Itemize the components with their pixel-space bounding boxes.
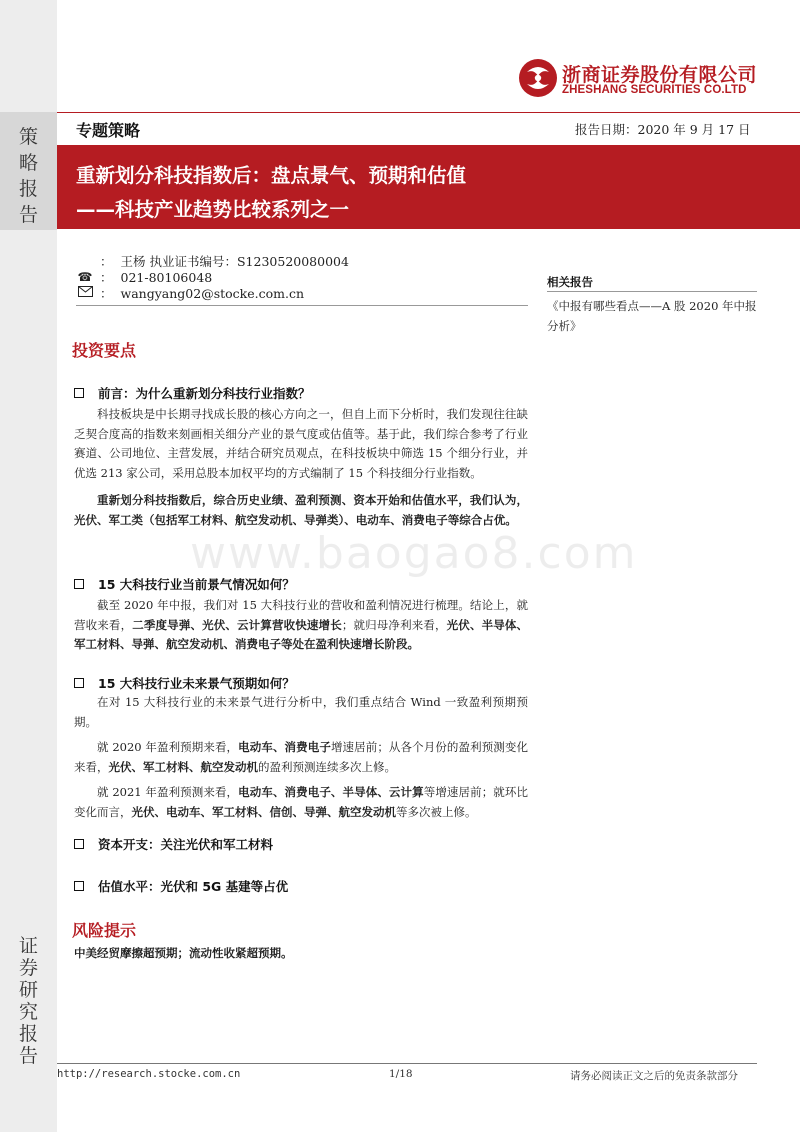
report-date: 报告日期：2020 年 9 月 17 日 — [575, 122, 751, 137]
report-type: 专题策略 — [76, 121, 141, 140]
bullet-heading-4: 资本开支：关注光伏和军工材料 — [74, 835, 273, 853]
paragraph-1: 科技板块是中长期寻找成长股的核心方向之一，但自上而下分析时，我们发现往往缺乏契合度高的指数来刻画相关细分产业的景气度或估值等。基于此，我们综合参考了行业赛道、公司地位、主营发展，并结合研究员观点，在科技板块中筛选 15 个细分行业，并优选 213 家公司，采用总股本加权平均的方式编制了 15 个科技细分行业指数。 重新划分科技指数后，综合历史业绩、盈利预测、资本开始和估值水平，我们认为，光伏、军工类（包括军工材料、航空发动机、导弹类）、电动车、消费电子等综合占优。 — [74, 407, 528, 527]
footer-rule — [57, 1063, 757, 1064]
section-investment-highlights: 投资要点 — [72, 341, 137, 360]
footer-url-link[interactable]: http://research.stocke.com.cn — [57, 1068, 241, 1080]
vertical-char: 研 — [18, 979, 38, 1001]
section-risk-warning: 风险提示 — [72, 921, 137, 940]
header-rule — [57, 112, 800, 113]
report-title: 重新划分科技指数后：盘点景气、预期和估值 — [76, 164, 467, 187]
checkbox-bullet-icon — [74, 839, 84, 849]
vertical-char: 券 — [18, 957, 38, 979]
checkbox-bullet-icon — [74, 881, 84, 891]
analyst-email[interactable]: wangyang02@stocke.com.cn — [120, 285, 305, 301]
phone-row: ☎ ： 021-80106048 — [77, 269, 213, 285]
vertical-char: 策 — [18, 126, 38, 148]
author-divider — [76, 305, 528, 306]
report-category-vertical-label — [0, 112, 57, 230]
bullet-heading-1: 前言：为什么重新划分科技行业指数？ — [74, 384, 311, 402]
vertical-char: 究 — [18, 1001, 38, 1023]
phone-icon: ☎ — [77, 270, 93, 284]
checkbox-bullet-icon — [74, 678, 84, 688]
bullet-heading-5: 估值水平：光伏和 5G 基建等占优 — [74, 877, 288, 895]
vertical-char: 报 — [18, 1023, 38, 1045]
watermark: www.baogao8.com — [190, 528, 638, 579]
company-name-en: ZHESHANG SECURITIES CO.LTD — [562, 84, 747, 96]
company-name-cn: 浙商证券股份有限公司 — [562, 64, 758, 86]
vertical-char: 告 — [18, 204, 38, 226]
risk-text: 中美经贸摩擦超预期；流动性收紧超预期。 — [74, 946, 293, 960]
bullet-heading-3: 15 大科技行业未来景气预期如何？ — [74, 674, 295, 692]
vertical-char: 报 — [18, 178, 38, 200]
securities-report-vertical-label — [0, 935, 57, 1067]
vertical-char: 略 — [18, 152, 38, 174]
envelope-icon — [76, 286, 94, 300]
footer-disclaimer: 请务必阅读正文之后的免责条款部分 — [570, 1070, 738, 1082]
analyst-name: 王杨 执业证书编号：S1230520080004 — [120, 254, 349, 269]
vertical-char: 告 — [18, 1045, 38, 1067]
paragraph-2: 截至 2020 年中报，我们对 15 大科技行业的营收和盈利情况进行梳理。结论上，就营收来看，二季度导弹、光伏、云计算营收快速增长；就归母净利来看，光伏、半导体、军工材料、导弹、航空发动机、消费电子等处在盈利快速增长阶段。 — [74, 598, 529, 651]
email-row: ： wangyang02@stocke.com.cn — [76, 284, 304, 302]
vertical-char: 证 — [18, 935, 38, 957]
page-number: 1/18 — [389, 1068, 413, 1080]
bullet-heading-2: 15 大科技行业当前景气情况如何？ — [74, 575, 295, 593]
analyst-phone: 021-80106048 — [120, 269, 213, 285]
checkbox-bullet-icon — [74, 388, 84, 398]
related-reports-title: 相关报告 — [547, 275, 593, 289]
report-subtitle: ——科技产业趋势比较系列之一 — [76, 198, 350, 221]
related-report-link[interactable]: 《中报有哪些看点——A 股 2020 年中报分析》 — [547, 299, 757, 333]
paragraph-3: 在对 15 大科技行业的未来景气进行分析中，我们重点结合 Wind 一致盈利预期预期。 就 2020 年盈利预期来看，电动车、消费电子增速居前；从各个月份的盈利预测变化来看，光伏、军工材料、航空发动机的盈利预测连续多次上修。 就 2021 年盈利预测来看，电动车、消费电子、半导体、云计算等增速居前；就环比变化而言，光伏、电动车、军工材料、信创、导弹、航空发动机等多次被上修。 — [74, 695, 528, 819]
related-divider — [547, 291, 757, 292]
analyst-row: ： 王杨 执业证书编号：S1230520080004 — [100, 254, 349, 269]
company-logo-icon — [518, 58, 558, 98]
checkbox-bullet-icon — [74, 579, 84, 589]
